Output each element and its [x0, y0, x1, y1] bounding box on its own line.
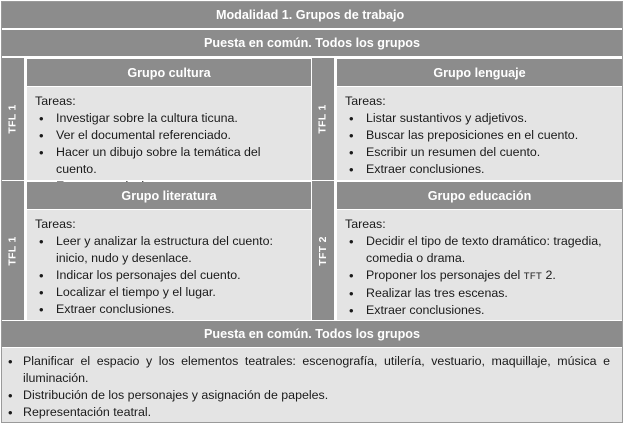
phase-tab-label: TFL 1: [7, 104, 19, 134]
group-tasks: [27, 210, 311, 320]
tareas-label: Tareas:: [35, 217, 76, 231]
group-tasks: [337, 210, 622, 320]
phase-tab: [312, 58, 334, 180]
grid-divider: [2, 180, 622, 181]
group-educacion-panel: [312, 181, 622, 320]
task-text: Proponer los personajes del: [366, 268, 521, 282]
task-item: • Listar sustantivos y adjetivos.: [345, 110, 612, 127]
task-item: • Escribir un resumen del cuento.: [345, 144, 612, 161]
group-title: Grupo educación: [337, 182, 622, 209]
plan-list: [8, 353, 610, 421]
plan-item: • Representación teatral.: [8, 404, 610, 421]
task-item: • Realizar las tres escenas.: [345, 285, 612, 302]
group-title: Grupo cultura: [27, 59, 311, 86]
tareas-label: Tareas:: [345, 217, 386, 231]
task-item: [345, 267, 612, 285]
task-item: • Investigar sobre la cultura ticuna.: [35, 110, 301, 127]
plan-section: [2, 348, 622, 422]
task-item: • Extraer conclusiones.: [345, 302, 612, 319]
group-literatura-panel: [2, 181, 311, 320]
phase-tab: [2, 58, 24, 180]
phase-tab-label: TFT 2: [317, 235, 329, 266]
puesta-en-comun-header-top: Puesta en común. Todos los grupos: [2, 30, 622, 57]
phase-tab: [2, 181, 24, 320]
group-tasks: [27, 87, 311, 180]
phase-tab: [312, 181, 334, 320]
activity-table: [1, 1, 623, 423]
task-item: • Buscar las preposiciones en el cuento.: [345, 127, 612, 144]
task-item: • Leer y analizar la estructura del cuento: inicio, nudo y desenlace.: [35, 233, 301, 267]
tareas-label: Tareas:: [35, 94, 76, 108]
grid-divider: [311, 58, 312, 320]
group-cultura-panel: [2, 58, 311, 180]
puesta-en-comun-header-bottom: Puesta en común. Todos los grupos: [2, 320, 622, 347]
group-tasks: [337, 87, 622, 180]
task-list: [345, 233, 612, 319]
task-item: • Ver el documental referenciado.: [35, 127, 301, 144]
task-item: • Hacer un dibujo sobre la temática del cuento.: [35, 144, 301, 178]
task-item: • Indicar los personajes del cuento.: [35, 267, 301, 284]
group-lenguaje-panel: [312, 58, 622, 180]
task-item: • Decidir el tipo de texto dramático: tragedia, comedia o drama.: [345, 233, 612, 267]
plan-item: • Distribución de los personajes y asignación de papeles.: [8, 387, 610, 404]
task-item: • Extraer conclusiones.: [345, 161, 612, 178]
phase-tab-label: TFL 1: [7, 235, 19, 266]
plan-item: • Planificar el espacio y los elementos teatrales: escenografía, utilería, vestuario, maquillaje, música e iluminación.: [8, 353, 610, 387]
tareas-label: Tareas:: [345, 94, 386, 108]
task-item: • Localizar el tiempo y el lugar.: [35, 284, 301, 301]
task-text-tail: 2.: [542, 268, 556, 282]
group-title: Grupo lenguaje: [337, 59, 622, 86]
task-list: [35, 233, 301, 318]
phase-tab-label: TFL 1: [317, 104, 329, 134]
tft-abbreviation: TFT: [523, 271, 543, 282]
task-list: [345, 110, 612, 178]
table-title: Modalidad 1. Grupos de trabajo: [2, 2, 622, 29]
task-item: • Extraer conclusiones.: [35, 301, 301, 318]
group-title: Grupo literatura: [27, 182, 311, 209]
